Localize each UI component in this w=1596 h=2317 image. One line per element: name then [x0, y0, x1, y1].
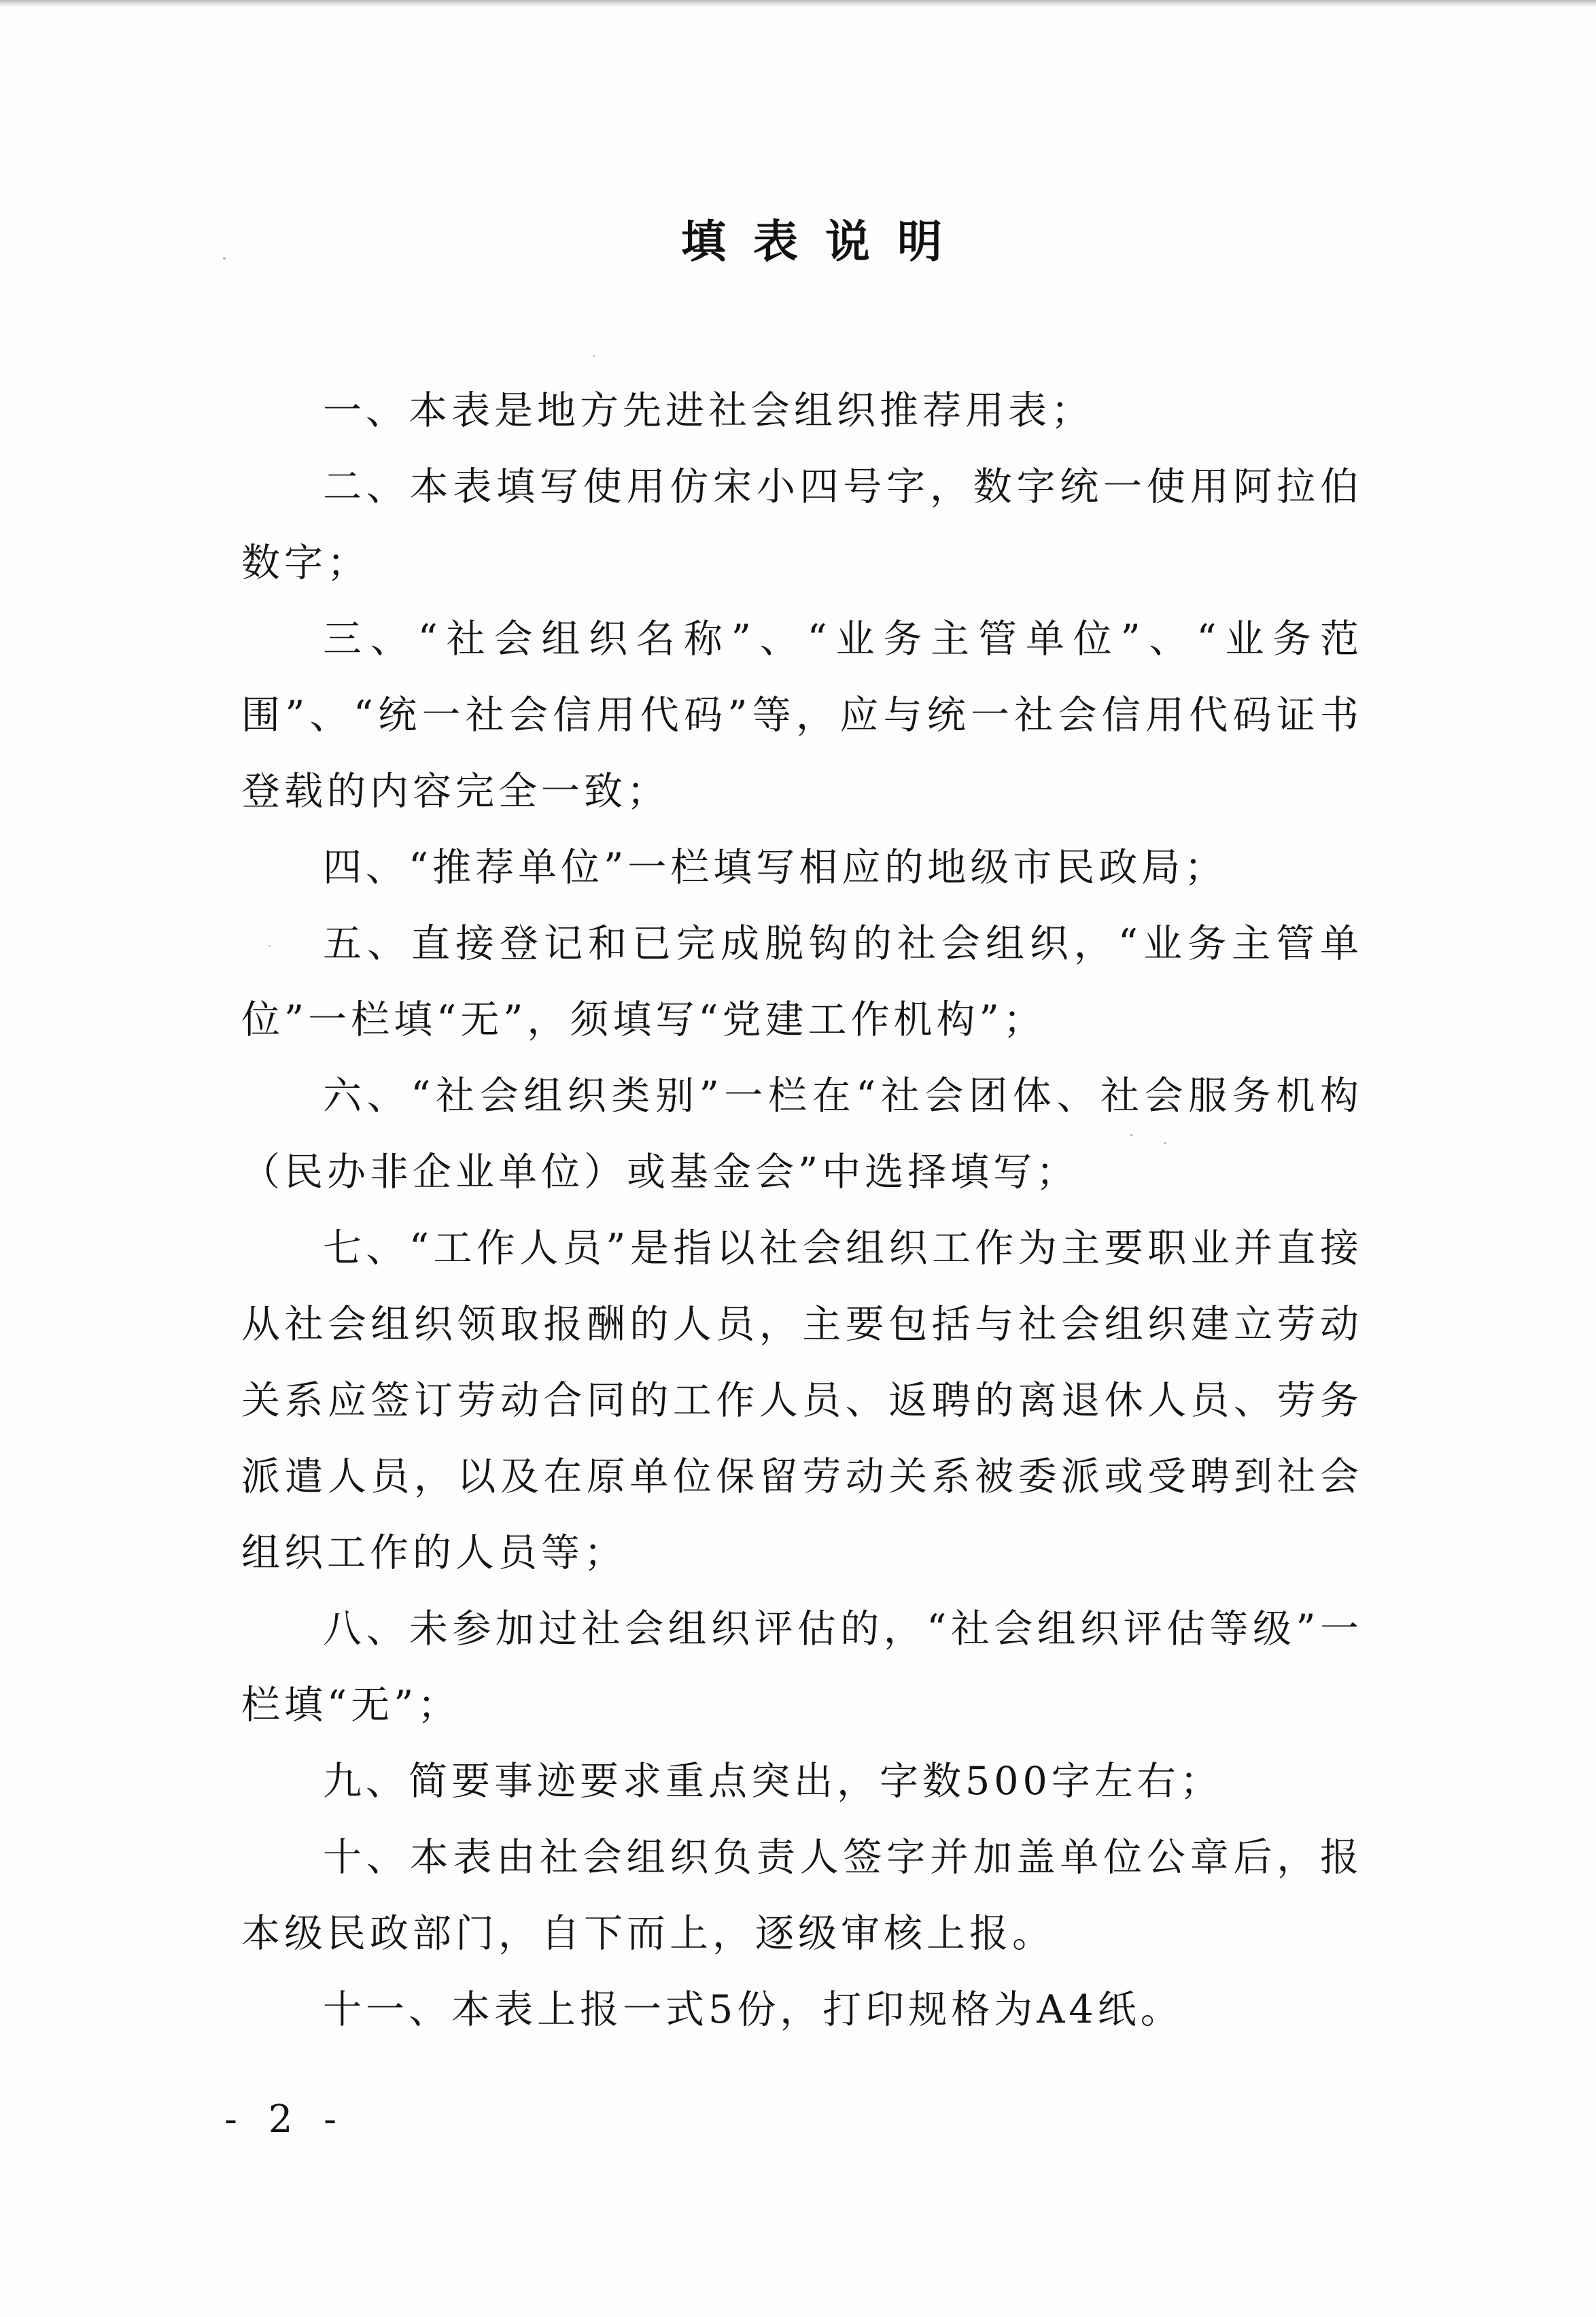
page-number: - 2 -: [224, 2097, 347, 2142]
instruction-item-10: 十、本表由社会组织负责人签字并加盖单位公章后，报本级民政部门，自下而上，逐级审核上报。: [241, 1835, 1363, 1956]
scan-speck: [593, 355, 595, 357]
instruction-item-1: 一、本表是地方先进社会组织推荐用表；: [323, 388, 1094, 433]
instruction-item-9: 九、简要事迹要求重点突出，字数500字左右；: [323, 1759, 1223, 1804]
instruction-item-6: 六、“社会组织类别”一栏在“社会团体、社会服务机构（民办非企业单位）或基金会”中选择填写；: [241, 1074, 1363, 1195]
instruction-item-3: 三、“社会组织名称”、“业务主管单位”、“业务范围”、“统一社会信用代码”等，应与统一社会信用代码证书登载的内容完全一致；: [241, 617, 1363, 814]
scan-top-edge: [0, 0, 1596, 7]
instruction-item-4: 四、“推荐单位”一栏填写相应的地级市民政局；: [323, 845, 1228, 890]
instruction-item-7: 七、“工作人员”是指以社会组织工作为主要职业并直接从社会组织领取报酬的人员，主要包括与社会组织建立劳动关系应签订劳动合同的工作人员、返聘的离退休人员、劳务派遣人员，以及在原单位保留劳动关系被委派或受聘到社会组织工作的人员等；: [241, 1226, 1363, 1575]
page-title: 填表说明: [681, 215, 969, 268]
instruction-item-8: 八、未参加过社会组织评估的，“社会组织评估等级”一栏填“无”；: [241, 1607, 1363, 1728]
instruction-item-5: 五、直接登记和已完成脱钩的社会组织，“业务主管单位”一栏填“无”，须填写“党建工作机构”；: [241, 921, 1363, 1042]
instruction-item-11: 十一、本表上报一式5份，打印规格为A4纸。: [323, 1987, 1183, 2032]
instruction-item-2: 二、本表填写使用仿宋小四号字，数字统一使用阿拉伯数字；: [241, 464, 1363, 585]
instructions-body: [241, 373, 1363, 2048]
